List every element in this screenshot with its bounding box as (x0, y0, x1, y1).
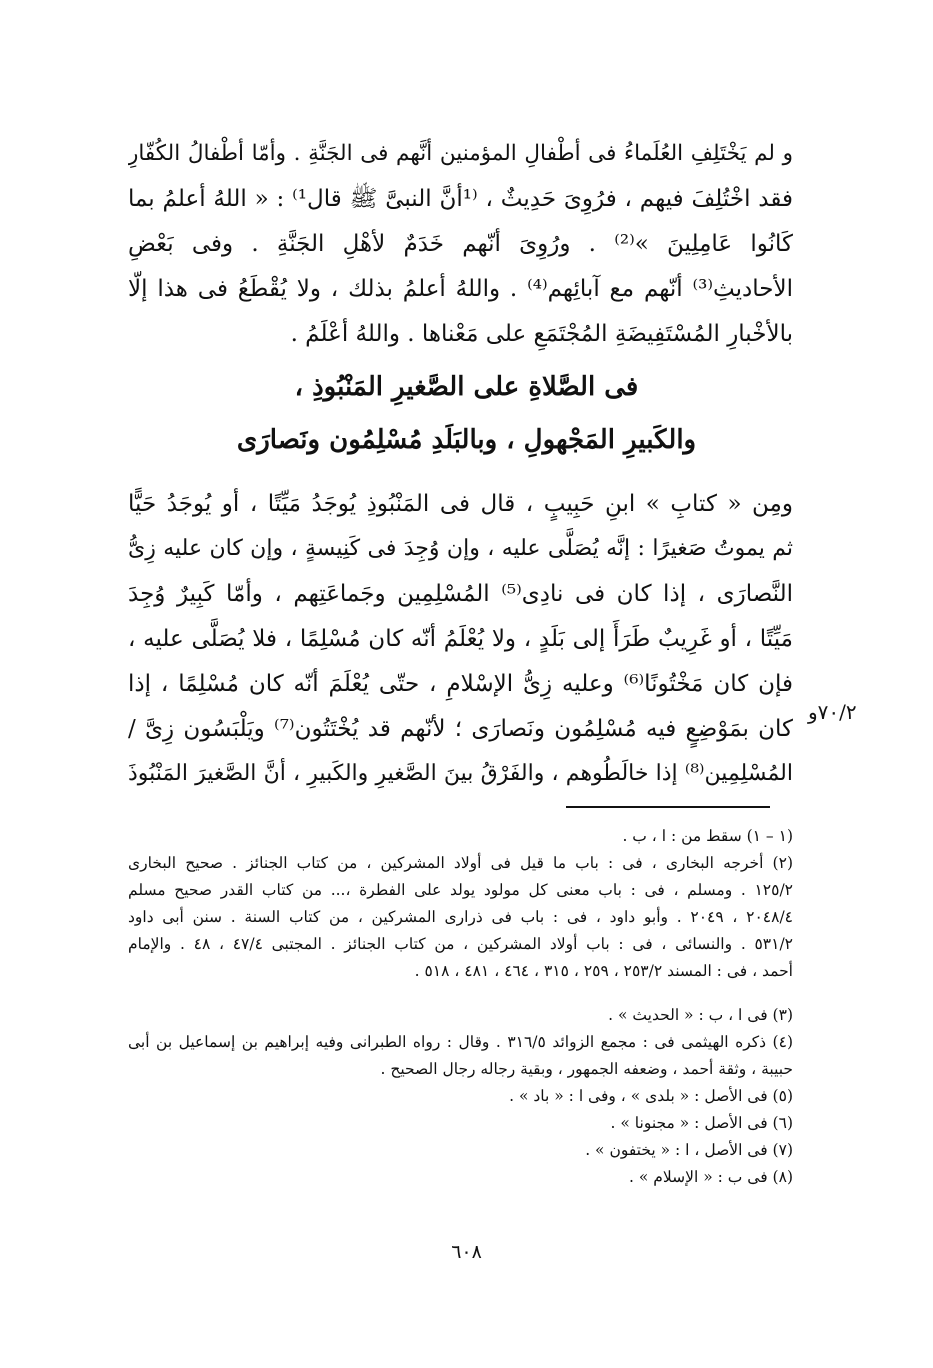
paragraph-1-line-1: و لم يَخْتَلِفِ العُلَماءُ فى أطْفالِ المؤمنين أنَّهم فى الجَنَّةِ . وأمّا أطْفالُ الكُفّارِ (128, 141, 793, 166)
footnote-8: (٨) فى ب : « الإسلام » . (629, 1168, 793, 1186)
paragraph-2-line-7: المُسْلِمِين⁽⁸⁾ إذا خالَطُوهم ، والفَرْقُ بينَ الصَّغيرِ والكَبيرِ ، أنَّ الصَّغيرَ المَنْبُوذَ (128, 761, 793, 786)
footnote-separator (566, 806, 770, 808)
footnote-6: (٦) فى الأصل : « مجنونا » . (610, 1114, 793, 1132)
footnote-7: (٧) فى الأصل ، ا : « يختفون » . (585, 1141, 793, 1159)
paragraph-1-line-4: الأحاديثِ⁽³⁾ أنّهم مع آبائِهم⁽⁴⁾ . واللهُ أعلمُ بذلك ، ولا يُقْطَعُ فى هذا إلّا (128, 276, 793, 302)
paragraph-2-line-2: ثم يموتُ صَغيرًا : إنَّه يُصَلَّى عليه ، وإن وُجِدَ فى كَنِيسةٍ ، وإن كان عليه زِىُّ (128, 536, 793, 561)
footnote-4-line-1: (٤) ذكره الهيثمى فى : مجمع الزوائد ٣١٦/٥ . وقال : رواه الطبرانى وفيه إبراهيم بن إسماعيل بن أبى (128, 1033, 793, 1051)
paragraph-1-line-3: كَانُوا عَامِلِينَ »⁽²⁾ . ورُوِىَ أنّهم خَدَمٌ لأهْلِ الجَنَّةِ . وفى بَعْضِ (128, 231, 793, 257)
footnote-5: (٥) فى الأصل : « بلدى » ، وفى ا : « باد » . (509, 1087, 793, 1105)
footnote-1: (١ – ١) سقط من : ا ، ب . (622, 827, 793, 845)
footnote-2-line-5: أحمد ، فى : المسند ٢٥٣/٢ ، ٢٥٩ ، ٣١٥ ، ٤٦٤ ، ٤٨١ ، ٥١٨ . (414, 962, 793, 980)
paragraph-1-line-5: بالأخْبارِ المُسْتَفِيضَةِ المُجْتَمَعِ على مَعْناها . واللهُ أعْلَمُ . (290, 321, 793, 347)
paragraph-2-line-4: مَيِّتًا ، أو غَرِيبٌ طَرَأَ إلى بَلَدٍ ، ولا يُعْلَمُ أنّه كان مُسْلِمًا ، فلا يُصَلَّى عليه ، (128, 626, 793, 652)
footnote-2-line-4: ٥٣١/٢ . والنسائى ، فى : باب أولاد المشركين ، من كتاب الجنائز . المجتبى ٤٧/٤ ، ٤٨ . والإمام (128, 935, 793, 953)
paragraph-2-line-5: فإن كان مَخْتُونًا⁽⁶⁾ وعليه زِىُّ الإسْلامِ ، حتّى يُعْلَمَ أنّه كان مُسْلِمًا ، إذا (128, 671, 793, 697)
footnote-4-line-2: حبيبة ، وثقة أحمد ، وضعفه الجمهور ، وبقية رجاله رجال الصحيح . (380, 1060, 793, 1078)
paragraph-1-line-2: فقد اخْتُلِفَ فيهم ، فرُوِىَ حَدِيثٌ ، ⁽¹أنَّ النبىَّ ﷺ قال¹⁾ : « اللهُ أعلمُ بما (128, 186, 793, 212)
footnote-2-line-2: ١٢٥/٢ . ومسلم ، فى : باب معنى كل مولود يولد على الفطرة ،... من كتاب القدر صحيح مسلم (128, 881, 793, 899)
section-heading-line-1: فى الصَّلاةِ على الصَّغيرِ المَنْبُوذِ ، (294, 372, 639, 402)
footnote-2-line-3: ٢٠٤٨/٤ ، ٢٠٤٩ . وأبو داود ، فى : باب فى ذرارى المشركين ، من كتاب السنة . سنن أبى داود (128, 908, 793, 926)
folio-margin-note: ٧٠/٢و (808, 700, 857, 724)
page-number: ٦٠٨ (451, 1241, 482, 1263)
paragraph-2-line-3: النَّصارَى ، إذا كان فى نادِى⁽⁵⁾ المُسْلِمِين وجَماعَتِهم ، وأمّا كَبِيرٌ وُجِدَ (128, 581, 793, 607)
section-heading-line-2: والكَبيرِ المَجْهولِ ، وبالبَلَدِ مُسْلِمُون ونَصارَى (236, 425, 697, 455)
paragraph-2-line-6: كان بمَوْضِعٍ فيه مُسْلِمُون ونَصارَى ؛ لأنّهم قد يُخْتَتُون⁽⁷⁾ ويَلْبَسُون زِىَّ / (128, 716, 793, 742)
paragraph-2-line-1: ومِن « كتابِ » ابنِ حَبِيبٍ ، قال فى المَنْبُوذِ يُوجَدُ مَيِّتًا ، أو يُوجَدُ حَيًّا (128, 491, 793, 517)
footnote-2-line-1: (٢) أخرجه البخارى ، فى : باب ما قيل فى أولاد المشركين ، من كتاب الجنائز . صحيح البخارى (128, 854, 793, 872)
footnote-3: (٣) فى ا ، ب : « الحديث » . (608, 1006, 793, 1024)
